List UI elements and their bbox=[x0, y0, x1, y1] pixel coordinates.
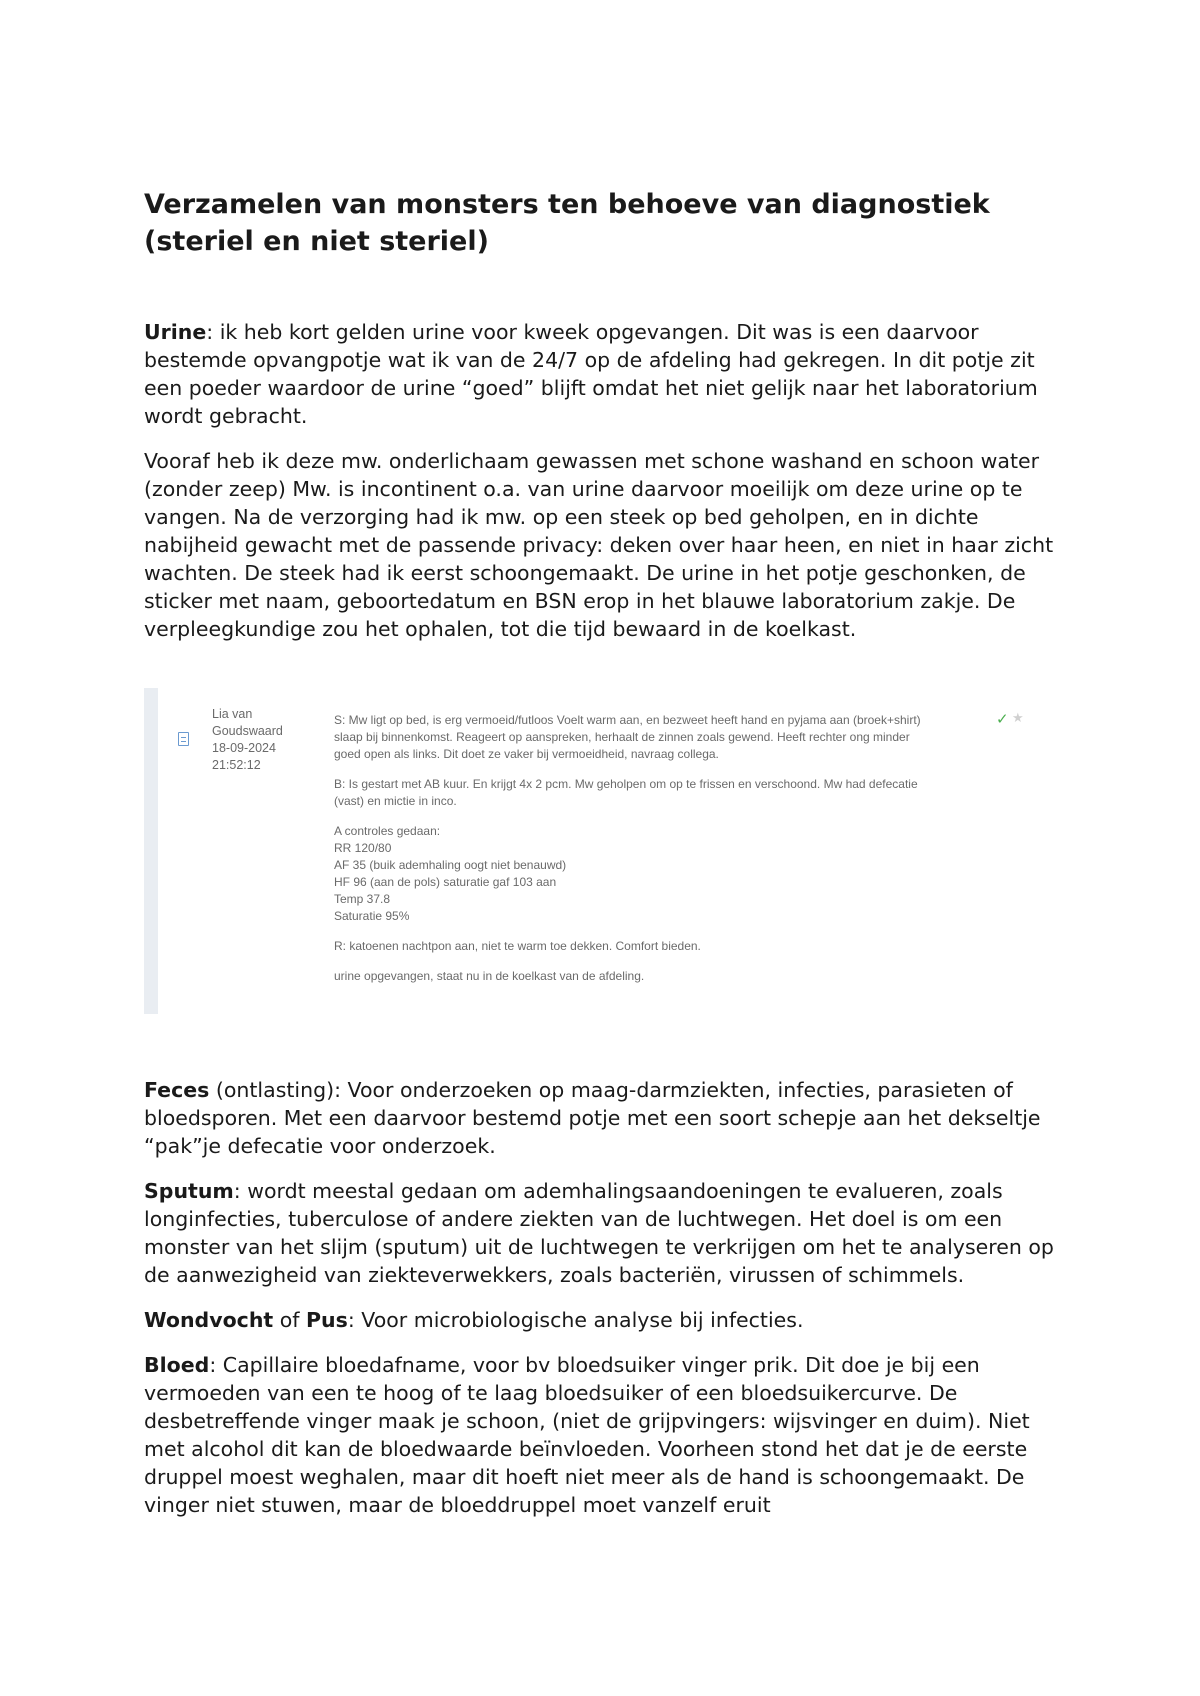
note-line: goed open als links. Dit doet ze vaker bij vermoeidheid, navraag collega. bbox=[334, 747, 719, 761]
urine-label: Urine bbox=[144, 320, 207, 344]
note-line: B: Is gestart met AB kuur. En krijgt 4x 2 pcm. Mw geholpen om op te frissen en verschoond. Mw had defecatie bbox=[334, 777, 918, 791]
urine-text: : ik heb kort gelden urine voor kweek opgevangen. Dit was is een daarvoor bestemde opvangpotje wat ik van de 24/7 op de afdeling had gekregen. In dit potje zit een poeder waardoor de urine “goed” blijft omdat het niet gelijk naar het laboratorium wordt gebracht. bbox=[144, 320, 1038, 428]
bloed-paragraph bbox=[144, 1351, 1064, 1519]
check-icon: ✓ bbox=[996, 711, 1009, 728]
note-paragraph bbox=[334, 712, 974, 763]
wondvocht-paragraph bbox=[144, 1306, 1064, 1334]
author-line: Lia van bbox=[212, 707, 253, 721]
note-line: HF 96 (aan de pols) saturatie gaf 103 aan bbox=[334, 875, 557, 889]
note-paragraph bbox=[334, 823, 974, 925]
star-icon: ★ bbox=[1012, 710, 1024, 725]
urine-paragraph bbox=[144, 318, 1064, 430]
author-line: Goudswaard bbox=[212, 724, 283, 738]
pus-label: Pus bbox=[306, 1308, 348, 1332]
wondvocht-text: : Voor microbiologische analyse bij infecties. bbox=[347, 1308, 804, 1332]
author-line: 21:52:12 bbox=[212, 758, 261, 772]
document-body-continued bbox=[144, 1076, 1064, 1536]
nursing-note bbox=[334, 712, 974, 998]
note-line: (vast) en mictie in inco. bbox=[334, 794, 457, 808]
feces-label: Feces bbox=[144, 1078, 210, 1102]
note-author-block bbox=[212, 706, 312, 774]
sputum-paragraph bbox=[144, 1177, 1064, 1289]
document-icon bbox=[178, 732, 189, 746]
note-line: Temp 37.8 bbox=[334, 892, 391, 906]
note-line: R: katoenen nachtpon aan, niet te warm toe dekken. Comfort bieden. bbox=[334, 939, 701, 953]
bloed-label: Bloed bbox=[144, 1353, 210, 1377]
note-paragraph bbox=[334, 938, 974, 955]
screenshot-left-bar bbox=[144, 688, 158, 1014]
feces-paragraph bbox=[144, 1076, 1064, 1160]
sputum-text: : wordt meestal gedaan om ademhalingsaandoeningen te evalueren, zoals longinfecties, tuberculose of andere ziekten van de luchtwegen. Het doel is om een monster van het slijm (sputum) uit de luchtwegen te verkrijgen om het te analyseren op de aanwezigheid van ziekteverwekkers, zoals bacteriën, virussen of schimmels. bbox=[144, 1179, 1054, 1287]
note-paragraph bbox=[334, 968, 974, 985]
urine-procedure-paragraph: Vooraf heb ik deze mw. onderlichaam gewassen met schone washand en schoon water (zonder zeep) Mw. is incontinent o.a. van urine daarvoor moeilijk om deze urine op te vangen. Na de verzorging had ik mw. op een steek op bed geholpen, en in dichte nabijheid gewacht met de passende privacy: deken over haar heen, en niet in haar zicht wachten. De steek had ik eerst schoongemaakt. De urine in het potje geschonken, de sticker met naam, geboortedatum en BSN erop in het blauwe laboratorium zakje. De verpleegkundige zou het ophalen, tot die tijd bewaard in de koelkast. bbox=[144, 449, 1054, 641]
note-line: urine opgevangen, staat nu in de koelkast van de afdeling. bbox=[334, 969, 645, 983]
note-line: AF 35 (buik ademhaling oogt niet benauwd) bbox=[334, 858, 567, 872]
note-paragraph bbox=[334, 776, 974, 810]
wondvocht-of: of bbox=[273, 1308, 307, 1332]
feces-text: (ontlasting): Voor onderzoeken op maag-darmziekten, infecties, parasieten of bloedsporen. Met een daarvoor bestemd potje met een soort schepje aan het dekseltje “pak”je defecatie voor onderzoek. bbox=[144, 1078, 1041, 1158]
author-line: 18-09-2024 bbox=[212, 741, 276, 755]
note-line: Saturatie 95% bbox=[334, 909, 410, 923]
bloed-text: : Capillaire bloedafname, voor bv bloedsuiker vinger prik. Dit doe je bij een vermoeden van een te hoog of te laag bloedsuiker of een bloedsuikercurve. De desbetreffende vinger maak je schoon, (niet de grijpvingers: wijsvinger en duim). Niet met alcohol dit kan de bloedwaarde beïnvloeden. Voorheen stond het dat je de eerste druppel moest weghalen, maar dit hoeft niet meer als de hand is schoongemaakt. De vinger niet stuwen, maar de bloeddruppel moet vanzelf eruit bbox=[144, 1353, 1030, 1517]
page-title: Verzamelen van monsters ten behoeve van diagnostiek (steriel en niet steriel) bbox=[144, 189, 990, 257]
embedded-screenshot bbox=[144, 688, 1024, 1014]
note-line: A controles gedaan: bbox=[334, 824, 441, 838]
wondvocht-label: Wondvocht bbox=[144, 1308, 274, 1332]
document-body bbox=[144, 318, 1064, 660]
sputum-label: Sputum bbox=[144, 1179, 234, 1203]
note-line: slaap bij binnenkomst. Reageert op aanspreken, herhaalt de zinnen zoals gewend. Heeft rechter ong minder bbox=[334, 730, 910, 744]
note-line: S: Mw ligt op bed, is erg vermoeid/futloos Voelt warm aan, en bezweet heeft hand en pyjama aan (broek+shirt) bbox=[334, 713, 921, 727]
note-line: RR 120/80 bbox=[334, 841, 392, 855]
